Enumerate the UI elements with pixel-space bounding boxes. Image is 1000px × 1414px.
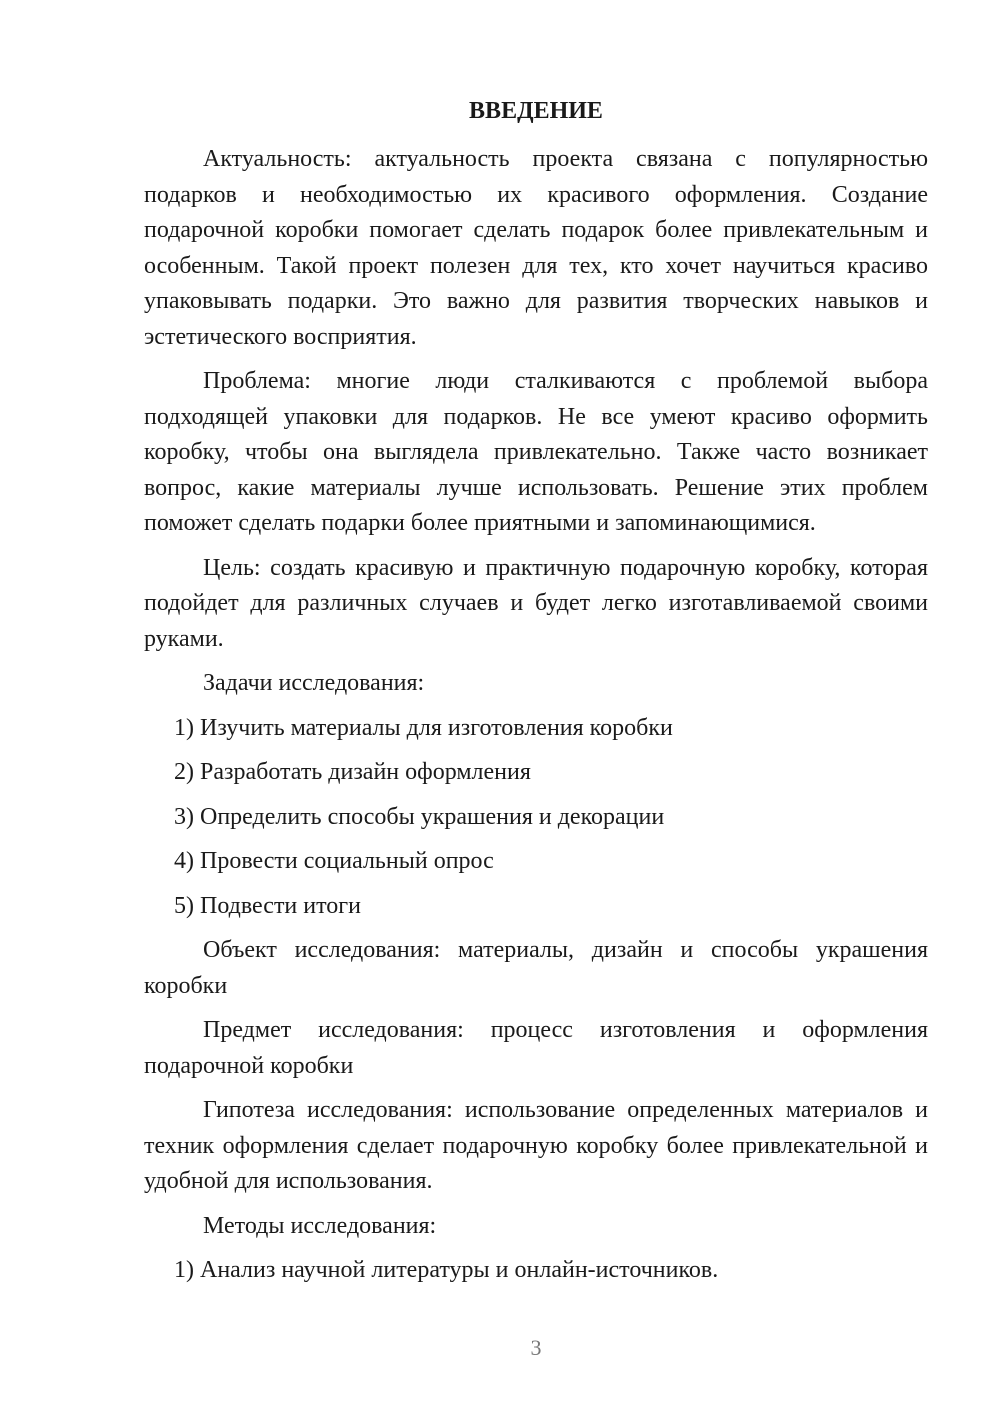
list-item: 3) Определить способы украшения и декорации <box>174 803 665 830</box>
list-item: 2) Разработать дизайн оформления <box>174 759 531 785</box>
subject-paragraph: Предмет исследования: процесс изготовления и оформления подарочной коробки <box>144 1017 928 1079</box>
list-item: 5) Подвести итоги <box>174 892 361 919</box>
problem-paragraph: Проблема: многие люди сталкиваются с проблемой выбора подходящей упаковки для подарков. Не все умеют красиво оформить коробку, чтобы она выглядела привлекательно. Также часто возникает вопрос, какие материалы лучше использовать. Решение этих проблем поможет сделать подарки более приятными и запоминающимися. <box>144 368 928 536</box>
page-number: 3 <box>530 1335 542 1360</box>
list-item: 1) Изучить материалы для изготовления коробки <box>174 714 673 741</box>
tasks-list <box>144 711 928 925</box>
methods-heading: Методы исследования: <box>203 1212 437 1239</box>
document-page <box>144 94 928 1289</box>
list-item: 1) Анализ научной литературы и онлайн-источников. <box>174 1257 719 1283</box>
list-item: 4) Провести социальный опрос <box>174 848 494 874</box>
tasks-heading: Задачи исследования: <box>203 670 425 696</box>
goal-paragraph: Цель: создать красивую и практичную подарочную коробку, которая подойдет для различных случаев и будет легко изготавливаемой своими руками. <box>144 554 928 652</box>
section-heading: ВВЕДЕНИЕ <box>469 98 603 124</box>
relevance-paragraph: Актуальность: актуальность проекта связана с популярностью подарков и необходимостью их красивого оформления. Создание подарочной коробки помогает сделать подарок более привлекательным и особенным. Такой проект полезен для тех, кто хочет научиться красиво упаковывать подарки. Это важно для развития творческих навыков и эстетического восприятия. <box>144 146 928 350</box>
hypothesis-paragraph: Гипотеза исследования: использование определенных материалов и техник оформления сделает подарочную коробку более привлекательной и удобной для использования. <box>144 1097 928 1194</box>
methods-list <box>144 1253 928 1289</box>
object-paragraph: Объект исследования: материалы, дизайн и способы украшения коробки <box>144 937 928 999</box>
